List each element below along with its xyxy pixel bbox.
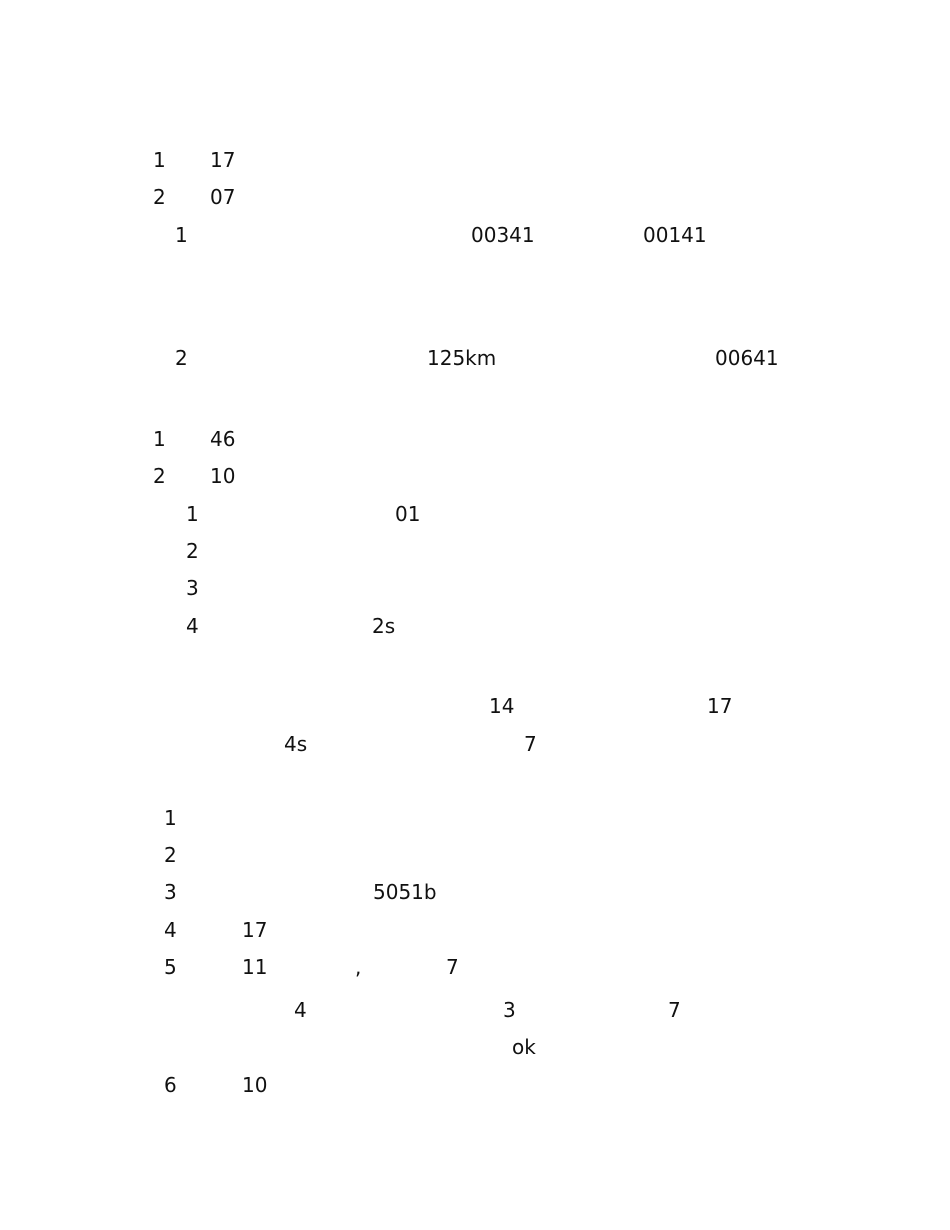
block3-cont1-value-c: 7 [668,998,681,1022]
block2-row1-value-b: 17 [707,694,733,718]
block2-sub1-number: 1 [186,502,199,526]
block3-item1-number: 1 [164,806,177,830]
block1-line4-value-a: 125km [427,346,497,370]
block3-item6-value: 10 [242,1073,268,1097]
block2-sub4-number: 4 [186,614,199,638]
block2-line2-value: 10 [210,464,236,488]
block2-line1-number: 1 [153,427,166,451]
block3-item6-number: 6 [164,1073,177,1097]
block2-sub1-value: 01 [395,502,421,526]
block2-row2-value-a: 4s [284,732,308,756]
block3-item5-value-b: 7 [446,955,459,979]
block3-cont2-value: ok [512,1035,536,1059]
block2-row1-value-a: 14 [489,694,515,718]
block3-item3-value: 5051b [373,880,437,904]
block2-line1-value: 46 [210,427,236,451]
block3-item5-separator: , [355,955,362,979]
block1-line3-value-a: 00341 [471,223,535,247]
block2-sub3-number: 3 [186,576,199,600]
block1-line3-value-b: 00141 [643,223,707,247]
block2-sub2-number: 2 [186,539,199,563]
block3-item4-number: 4 [164,918,177,942]
block3-item3-number: 3 [164,880,177,904]
block3-item4-value: 17 [242,918,268,942]
block1-line2-number: 2 [153,185,166,209]
block3-cont1-value-b: 3 [503,998,516,1022]
block2-sub4-value: 2s [372,614,396,638]
block1-line3-number: 1 [175,223,188,247]
block2-line2-number: 2 [153,464,166,488]
block1-line1-number: 1 [153,148,166,172]
block1-line1-value: 17 [210,148,236,172]
block1-line2-value: 07 [210,185,236,209]
block3-cont1-value-a: 4 [294,998,307,1022]
block1-line4-value-b: 00641 [715,346,779,370]
block3-item2-number: 2 [164,843,177,867]
block1-line4-number: 2 [175,346,188,370]
block3-item5-number: 5 [164,955,177,979]
block3-item5-value-a: 11 [242,955,268,979]
block2-row2-value-b: 7 [524,732,537,756]
